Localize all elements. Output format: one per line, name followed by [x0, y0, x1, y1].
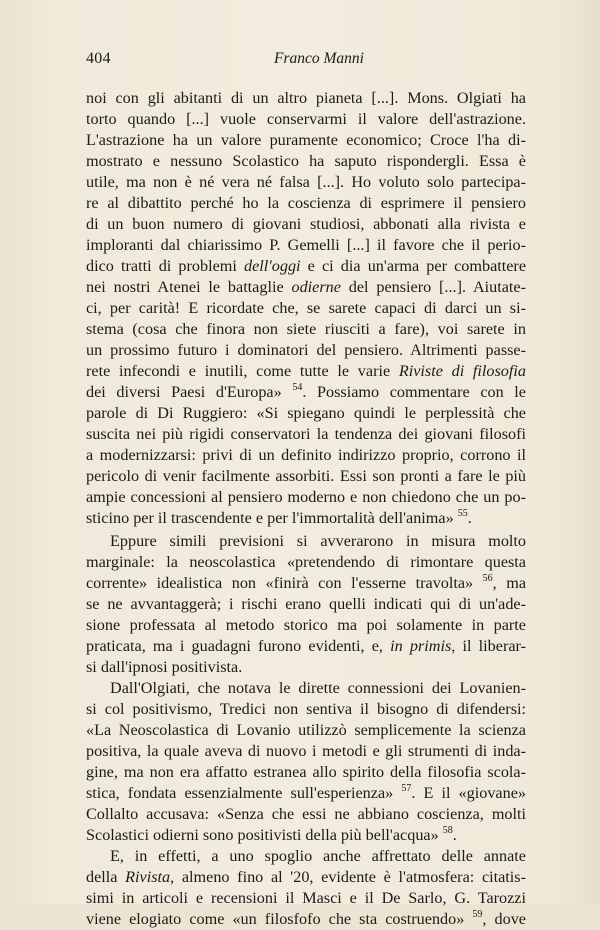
text-line: imploranti dal chiarissimo P. Gemelli [...] il favore che il perio-: [86, 236, 526, 254]
text-line: Scolastici odierni sono positivisti della più bell'acqua» $^{58}$.: [86, 825, 457, 844]
text-line: si col positivismo, Tredici non sentiva il bisogno di difendersi:: [86, 700, 526, 718]
text-line: torto quando [...] vuole conservarmi il valore dell'astrazione.: [86, 110, 526, 128]
text-line: simi in articoli e recensioni il Masci e il De Sarlo, G. Tarozzi: [86, 889, 526, 907]
text-line: suscita nei più rigidi conservatori la tendenza dei giovani filosofi: [86, 425, 526, 443]
text-line: si dall'ipnosi positivista.: [86, 658, 243, 676]
text-line: re al dibattito perché ho la coscienza di esprimere il pensiero: [86, 194, 526, 212]
text-line: marginale: la neoscolastica «pretendendo di rimontare questa: [86, 553, 526, 571]
text-line: gine, ma non era affatto estranea allo spirito della filosofia scola-: [86, 763, 526, 781]
text-line: rete infecondi e inutili, come tutte le varie Riviste di filosofia: [86, 362, 526, 380]
page-header: [86, 50, 526, 72]
text-line: di un buon numero di giovani studiosi, abbonati alla rivista e: [86, 215, 526, 233]
text-line: parole di Di Ruggiero: «Si spiegano quindi le perplessità che: [86, 404, 526, 422]
text-line: Dall'Olgiati, che notava le dirette connessioni dei Lovanien-: [110, 679, 526, 697]
body-text: [86, 88, 526, 930]
text-line: pericolo di venir facilmente assorbiti. Essi son pronti a fare le più: [86, 467, 526, 485]
text-line: della Rivista, almeno fino al '20, evidente è l'atmosfera: citatis-: [86, 868, 526, 886]
text-line: nei nostri Atenei le battaglie odierne del pensiero [...]. Aiutate-: [86, 278, 526, 296]
text-line: noi con gli abitanti di un altro pianeta [...]. Mons. Olgiati ha: [86, 89, 526, 107]
text-line: utile, ma non è né vera né falsa [...]. Ho voluto solo partecipa-: [86, 173, 526, 191]
text-line: praticata, ma i guadagni furono evidenti, e, in primis, il liberar-: [86, 637, 526, 655]
running-title: Franco Manni: [274, 50, 364, 67]
text-line: mostrato e nessuno Scolastico ha saputo rispondergli. Essa è: [86, 152, 526, 170]
text-line: Collalto accusava: «Senza che essi ne abbiano coscienza, molti: [86, 805, 526, 823]
text-line: corrente» idealistica non «finirà con l'esserne travolta» $^{56}$, ma: [86, 573, 527, 592]
text-line: dei diversi Paesi d'Europa» $^{54}$. Possiamo commentare con le: [86, 382, 526, 401]
text-line: L'astrazione ha un valore puramente economico; Croce l'ha di-: [86, 131, 526, 149]
text-line: E, in effetti, a uno spoglio anche affrettato delle annate: [110, 847, 526, 865]
text-line: «La Neoscolastica di Lovanio utilizzò semplicemente la scienza: [86, 721, 526, 739]
text-line: ampie concessioni al pensiero moderno e non chiedono che un po-: [86, 488, 526, 506]
page-number: 404: [86, 50, 111, 67]
text-line: a modernizzarsi: privi di un definito indirizzo proprio, corrono il: [86, 446, 526, 464]
text-line: dico tratti di problemi dell'oggi e ci dia un'arma per combattere: [86, 257, 527, 275]
text-line: viene elogiato come «un filosfofo che sta costruendo» $^{59}$, dove: [86, 909, 526, 928]
text-line: ci, per carità! E ricordate che, se sarete capaci di darci un si-: [86, 299, 526, 317]
text-line: stema (cosa che finora non siete riusciti a fare), voi sarete in: [86, 320, 526, 338]
text-line: Eppure simili previsioni si avverarono in misura molto: [110, 532, 526, 550]
text-line: un prossimo futuro i dominatori del pensiero. Altrimenti passe-: [86, 341, 526, 359]
text-line: sione professata al metodo storico ma poi solamente in parte: [86, 616, 526, 634]
text-line: stica, fondata essenzialmente sull'esperienza» $^{57}$. E il «giovane»: [86, 783, 526, 802]
text-line: positiva, la quale aveva di nuovo i metodi e gli strumenti di inda-: [86, 742, 526, 760]
text-line: se ne avvantaggerà; i rischi erano quelli indicati qui di un'ade-: [86, 595, 526, 613]
text-line: sticino per il trascendente e per l'immortalità dell'anima» $^{55}$.: [86, 508, 472, 527]
